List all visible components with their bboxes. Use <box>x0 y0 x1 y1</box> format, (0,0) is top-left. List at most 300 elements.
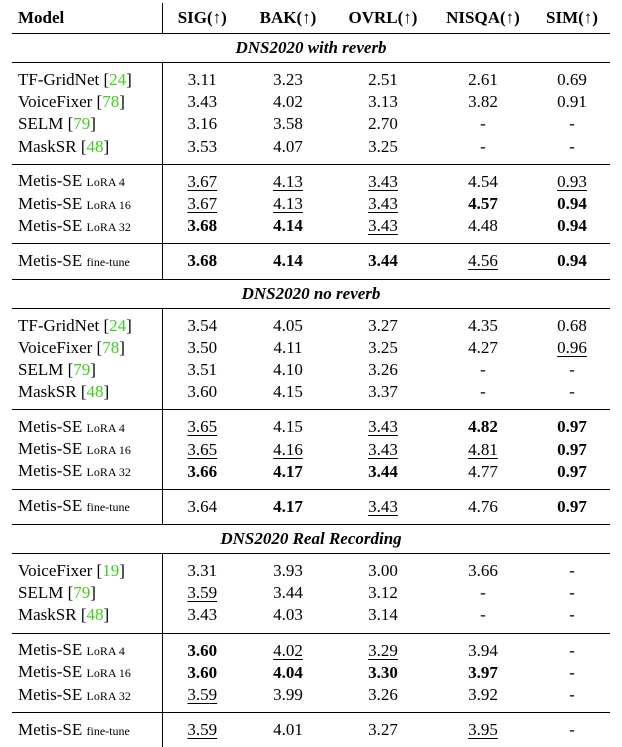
value-bak <box>242 244 334 279</box>
value-bak <box>242 193 334 215</box>
value-sig <box>162 381 242 410</box>
value-bak <box>242 113 334 135</box>
value-bak <box>242 684 334 713</box>
value-ovrl <box>334 633 432 662</box>
value: 3.12 <box>368 583 398 602</box>
value: 3.25 <box>368 338 398 357</box>
value: 0.69 <box>557 70 587 89</box>
value: - <box>480 583 486 602</box>
table-row <box>12 136 610 165</box>
value: 3.97 <box>468 663 498 682</box>
model-cell: SELM [79] <box>12 113 162 135</box>
model-name: Metis-SE <box>18 439 82 458</box>
value: - <box>569 137 575 156</box>
value: - <box>569 605 575 624</box>
value-bak <box>242 136 334 165</box>
value-sig <box>162 308 242 337</box>
section-title-row <box>12 279 610 308</box>
value: 3.13 <box>368 92 398 111</box>
value: 3.59 <box>187 583 217 602</box>
value-sig <box>162 604 242 633</box>
value-nisqa <box>432 215 534 244</box>
value-ovrl <box>334 164 432 193</box>
value: - <box>480 382 486 401</box>
table-row <box>12 604 610 633</box>
value: 3.58 <box>273 114 303 133</box>
value-sig <box>162 489 242 524</box>
value-sig <box>162 410 242 439</box>
value-sim <box>534 308 610 337</box>
value-nisqa <box>432 489 534 524</box>
value-sig <box>162 684 242 713</box>
value: 2.61 <box>468 70 498 89</box>
value-ovrl <box>334 215 432 244</box>
model-variant: LoRA 16 <box>86 666 130 680</box>
value: 3.00 <box>368 561 398 580</box>
model-name: Metis-SE <box>18 640 82 659</box>
value: 3.65 <box>187 440 217 459</box>
value-nisqa <box>432 381 534 410</box>
citation-link[interactable]: 48 <box>87 382 104 401</box>
model-cell <box>12 489 162 524</box>
model-cell <box>12 633 162 662</box>
section-title-row <box>12 34 610 63</box>
value-nisqa <box>432 633 534 662</box>
value-nisqa <box>432 164 534 193</box>
table-row <box>12 63 610 92</box>
value-ovrl <box>334 136 432 165</box>
value-ovrl <box>334 113 432 135</box>
value-sig <box>162 63 242 92</box>
value-nisqa <box>432 554 534 583</box>
value-bak <box>242 461 334 490</box>
citation-link[interactable]: 48 <box>87 137 104 156</box>
model-name: VoiceFixer <box>18 561 92 580</box>
value: 4.56 <box>468 251 498 270</box>
value-nisqa <box>432 193 534 215</box>
value-sim <box>534 461 610 490</box>
value: 3.25 <box>368 137 398 156</box>
model-variant: LoRA 4 <box>86 644 124 658</box>
table-row <box>12 489 610 524</box>
value-bak <box>242 308 334 337</box>
value: 2.70 <box>368 114 398 133</box>
value: 4.15 <box>273 417 303 436</box>
value-ovrl <box>334 63 432 92</box>
value-sim <box>534 63 610 92</box>
results-table <box>12 3 610 747</box>
table-row <box>12 633 610 662</box>
model-variant: LoRA 4 <box>86 421 124 435</box>
value: 4.13 <box>273 172 303 191</box>
value-sig <box>162 582 242 604</box>
value-nisqa <box>432 91 534 113</box>
value-sig <box>162 662 242 684</box>
value: 3.43 <box>187 605 217 624</box>
value-nisqa <box>432 113 534 135</box>
citation-link[interactable]: 79 <box>73 360 90 379</box>
value: - <box>569 583 575 602</box>
section-title: DNS2020 no reverb <box>12 279 610 308</box>
value-sim <box>534 136 610 165</box>
value-nisqa <box>432 582 534 604</box>
value: 3.50 <box>187 338 217 357</box>
model-cell <box>12 662 162 684</box>
value: - <box>569 685 575 704</box>
model-name: Metis-SE <box>18 216 82 235</box>
model-name: SELM <box>18 360 63 379</box>
value: 3.54 <box>187 316 217 335</box>
value: 3.43 <box>368 497 398 516</box>
value-bak <box>242 63 334 92</box>
value-sig <box>162 136 242 165</box>
model-cell: TF-GridNet [24] <box>12 63 162 92</box>
citation-link[interactable]: 78 <box>102 92 119 111</box>
value-sig <box>162 633 242 662</box>
model-name: TF-GridNet <box>18 70 99 89</box>
value-sig <box>162 244 242 279</box>
value: - <box>569 720 575 739</box>
value: 4.27 <box>468 338 498 357</box>
value: 3.37 <box>368 382 398 401</box>
value-ovrl <box>334 662 432 684</box>
value-nisqa <box>432 684 534 713</box>
value-ovrl <box>334 489 432 524</box>
value-sim <box>534 164 610 193</box>
value-nisqa <box>432 410 534 439</box>
value-ovrl <box>334 308 432 337</box>
model-variant: LoRA 32 <box>86 220 130 234</box>
value: 0.94 <box>557 251 587 270</box>
value-ovrl <box>334 461 432 490</box>
value: 4.01 <box>273 720 303 739</box>
value: 3.43 <box>368 194 398 213</box>
value: 3.51 <box>187 360 217 379</box>
section-title: DNS2020 with reverb <box>12 34 610 63</box>
value: 3.82 <box>468 92 498 111</box>
value-bak <box>242 582 334 604</box>
value: 3.26 <box>368 360 398 379</box>
model-variant: fine-tune <box>86 500 129 514</box>
citation-link[interactable]: 48 <box>87 605 104 624</box>
value: 3.26 <box>368 685 398 704</box>
value: 4.14 <box>273 216 303 235</box>
model-cell <box>12 193 162 215</box>
value-ovrl <box>334 337 432 359</box>
value: 0.97 <box>557 417 587 436</box>
value: 3.93 <box>273 561 303 580</box>
value-sig <box>162 215 242 244</box>
model-variant: LoRA 32 <box>86 689 130 703</box>
value: 3.44 <box>273 583 303 602</box>
value: 3.68 <box>187 216 217 235</box>
value-nisqa <box>432 63 534 92</box>
value: 4.16 <box>273 440 303 459</box>
value: 0.94 <box>557 216 587 235</box>
value: 4.11 <box>273 338 302 357</box>
value-sim <box>534 337 610 359</box>
model-cell: VoiceFixer [78] <box>12 91 162 113</box>
value: 4.81 <box>468 440 498 459</box>
value-bak <box>242 410 334 439</box>
model-variant: LoRA 32 <box>86 465 130 479</box>
value: - <box>480 605 486 624</box>
value-sim <box>534 193 610 215</box>
table-row <box>12 438 610 460</box>
value-bak <box>242 337 334 359</box>
value-sim <box>534 633 610 662</box>
value-sim <box>534 410 610 439</box>
value-nisqa <box>432 438 534 460</box>
value-ovrl <box>334 359 432 381</box>
citation-link[interactable]: 79 <box>73 114 90 133</box>
model-cell: MaskSR [48] <box>12 604 162 633</box>
value-sim <box>534 113 610 135</box>
value-sim <box>534 381 610 410</box>
value-bak <box>242 604 334 633</box>
value-sim <box>534 215 610 244</box>
header-nisqa: NISQA(↑) <box>432 3 534 34</box>
citation-link[interactable]: 19 <box>102 561 119 580</box>
value: 0.96 <box>557 338 587 357</box>
model-cell <box>12 410 162 439</box>
value: 3.60 <box>187 641 217 660</box>
value-sig <box>162 91 242 113</box>
table-row <box>12 193 610 215</box>
model-name: Metis-SE <box>18 194 82 213</box>
header-bak: BAK(↑) <box>242 3 334 34</box>
value: - <box>480 114 486 133</box>
section-title-row <box>12 525 610 554</box>
model-name: MaskSR <box>18 605 77 624</box>
model-variant: LoRA 4 <box>86 175 124 189</box>
model-name: Metis-SE <box>18 685 82 704</box>
value: 3.16 <box>187 114 217 133</box>
value-sig <box>162 164 242 193</box>
value: - <box>569 382 575 401</box>
value: 3.66 <box>187 462 217 481</box>
model-variant: fine-tune <box>86 255 129 269</box>
value: 3.94 <box>468 641 498 660</box>
value: 3.43 <box>368 216 398 235</box>
header-sig: SIG(↑) <box>162 3 242 34</box>
value: 4.05 <box>273 316 303 335</box>
header-ovrl: OVRL(↑) <box>334 3 432 34</box>
value: 0.97 <box>557 497 587 516</box>
value: 3.11 <box>188 70 217 89</box>
value-bak <box>242 554 334 583</box>
value-sig <box>162 337 242 359</box>
value-ovrl <box>334 381 432 410</box>
table-row <box>12 554 610 583</box>
value: 3.43 <box>368 440 398 459</box>
value-sim <box>534 438 610 460</box>
value-sig <box>162 438 242 460</box>
value: 3.43 <box>368 417 398 436</box>
model-cell <box>12 164 162 193</box>
section-title: DNS2020 Real Recording <box>12 525 610 554</box>
value-ovrl <box>334 438 432 460</box>
table-row <box>12 337 610 359</box>
model-name: VoiceFixer <box>18 338 92 357</box>
value: 3.53 <box>187 137 217 156</box>
value: 0.68 <box>557 316 587 335</box>
value: 3.95 <box>468 720 498 739</box>
value-bak <box>242 381 334 410</box>
value: 3.92 <box>468 685 498 704</box>
value-sig <box>162 193 242 215</box>
model-name: Metis-SE <box>18 251 82 270</box>
value: 3.43 <box>368 172 398 191</box>
model-cell: TF-GridNet [24] <box>12 308 162 337</box>
value-sim <box>534 244 610 279</box>
value-bak <box>242 438 334 460</box>
table-row <box>12 164 610 193</box>
model-variant: fine-tune <box>86 724 129 738</box>
value: 4.02 <box>273 92 303 111</box>
model-name: Metis-SE <box>18 171 82 190</box>
value-bak <box>242 215 334 244</box>
value: - <box>569 641 575 660</box>
citation-link[interactable]: 79 <box>73 583 90 602</box>
model-name: MaskSR <box>18 137 77 156</box>
value-sim <box>534 489 610 524</box>
value-ovrl <box>334 91 432 113</box>
value-sig <box>162 461 242 490</box>
model-name: MaskSR <box>18 382 77 401</box>
value: 3.68 <box>187 251 217 270</box>
model-name: VoiceFixer <box>18 92 92 111</box>
value-ovrl <box>334 410 432 439</box>
model-cell: SELM [79] <box>12 359 162 381</box>
model-cell: SELM [79] <box>12 582 162 604</box>
value: 3.30 <box>368 663 398 682</box>
value: 3.44 <box>368 462 398 481</box>
model-name: Metis-SE <box>18 417 82 436</box>
value: 0.97 <box>557 462 587 481</box>
value: - <box>480 360 486 379</box>
value-sim <box>534 604 610 633</box>
value-sig <box>162 359 242 381</box>
table-row <box>12 244 610 279</box>
citation-link[interactable]: 24 <box>109 70 126 89</box>
value-bak <box>242 662 334 684</box>
value-nisqa <box>432 337 534 359</box>
value-sim <box>534 582 610 604</box>
value-bak <box>242 359 334 381</box>
value: - <box>569 114 575 133</box>
value-bak <box>242 91 334 113</box>
value: 0.91 <box>557 92 587 111</box>
value: 4.57 <box>468 194 498 213</box>
value-nisqa <box>432 604 534 633</box>
value-sig <box>162 113 242 135</box>
value: 3.66 <box>468 561 498 580</box>
value-sim <box>534 91 610 113</box>
value: 4.17 <box>273 462 303 481</box>
value: 3.99 <box>273 685 303 704</box>
header-model: Model <box>12 3 162 34</box>
table-row <box>12 113 610 135</box>
value: 2.51 <box>368 70 398 89</box>
model-cell <box>12 215 162 244</box>
value: 4.77 <box>468 462 498 481</box>
table-row <box>12 91 610 113</box>
value: 4.03 <box>273 605 303 624</box>
value-ovrl <box>334 604 432 633</box>
value: 3.27 <box>368 720 398 739</box>
value-ovrl <box>334 554 432 583</box>
value-bak <box>242 489 334 524</box>
value-sig <box>162 554 242 583</box>
table-row <box>12 662 610 684</box>
model-cell: MaskSR [48] <box>12 136 162 165</box>
value-sim <box>534 684 610 713</box>
header-row <box>12 3 610 34</box>
value: 4.48 <box>468 216 498 235</box>
table-body <box>12 34 610 747</box>
value: 4.04 <box>273 663 303 682</box>
value: 4.07 <box>273 137 303 156</box>
model-cell <box>12 244 162 279</box>
citation-link[interactable]: 24 <box>109 316 126 335</box>
value-ovrl <box>334 193 432 215</box>
model-variant: LoRA 16 <box>86 198 130 212</box>
value: 3.29 <box>368 641 398 660</box>
model-name: Metis-SE <box>18 720 82 739</box>
value: 4.35 <box>468 316 498 335</box>
value: 0.93 <box>557 172 587 191</box>
value: 3.65 <box>187 417 217 436</box>
value: 0.94 <box>557 194 587 213</box>
model-cell: MaskSR [48] <box>12 381 162 410</box>
value: 4.15 <box>273 382 303 401</box>
value: 3.59 <box>187 685 217 704</box>
value: 3.27 <box>368 316 398 335</box>
value: 0.97 <box>557 440 587 459</box>
value-sim <box>534 554 610 583</box>
value: 3.14 <box>368 605 398 624</box>
value: 3.64 <box>187 497 217 516</box>
value-ovrl <box>334 582 432 604</box>
value: 4.13 <box>273 194 303 213</box>
model-cell <box>12 684 162 713</box>
citation-link[interactable]: 78 <box>102 338 119 357</box>
model-cell: VoiceFixer [19] <box>12 554 162 583</box>
value: 3.67 <box>187 172 217 191</box>
table-row <box>12 684 610 713</box>
table-row <box>12 410 610 439</box>
value: - <box>569 561 575 580</box>
value: 3.43 <box>187 92 217 111</box>
value: - <box>480 137 486 156</box>
value-nisqa <box>432 359 534 381</box>
value-nisqa <box>432 244 534 279</box>
value-bak <box>242 164 334 193</box>
value-nisqa <box>432 308 534 337</box>
value: 3.44 <box>368 251 398 270</box>
value: 4.14 <box>273 251 303 270</box>
value: 4.54 <box>468 172 498 191</box>
value: 3.31 <box>187 561 217 580</box>
value-nisqa <box>432 662 534 684</box>
model-name: SELM <box>18 583 63 602</box>
table-row <box>12 215 610 244</box>
model-variant: LoRA 16 <box>86 443 130 457</box>
value: 4.82 <box>468 417 498 436</box>
value: 3.59 <box>187 720 217 739</box>
model-cell: VoiceFixer [78] <box>12 337 162 359</box>
